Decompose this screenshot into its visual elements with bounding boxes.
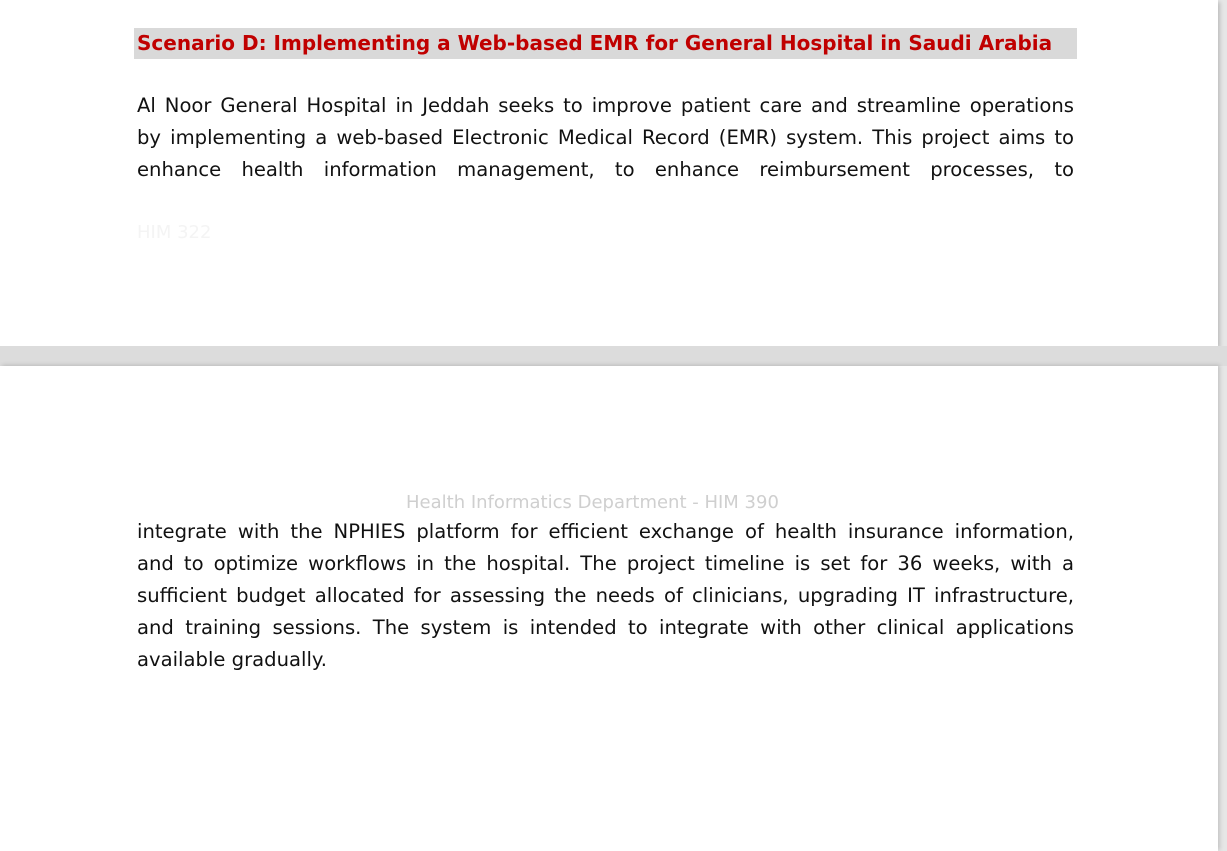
paragraph-line: available gradually. — [137, 648, 327, 671]
paragraph-line: Al Noor General Hospital in Jeddah seeks to improve patient care and streamline operations — [137, 94, 1074, 117]
faint-page-header: HIM 322 — [137, 222, 212, 243]
window-right-edge — [1218, 0, 1227, 851]
faint-page-footer: Health Informatics Department - HIM 390 — [406, 492, 779, 513]
paragraph-line: by implementing a web-based Electronic Medical Record (EMR) system. This project aims to — [137, 126, 1074, 149]
paragraph-line: and to optimize workflows in the hospital. The project timeline is set for 36 weeks, with a — [137, 552, 1074, 575]
page-break-gap — [0, 346, 1227, 366]
scenario-heading: Scenario D: Implementing a Web-based EMR for General Hospital in Saudi Arabia — [134, 28, 1077, 59]
paragraph-line: sufficient budget allocated for assessing the needs of clinicians, upgrading IT infrastructure, — [137, 584, 1074, 607]
scenario-paragraph-part-1 — [137, 90, 1074, 186]
paragraph-line: enhance health information management, to enhance reimbursement processes, to — [137, 158, 1074, 181]
document-page-1 — [0, 0, 1218, 346]
paragraph-line: and training sessions. The system is intended to integrate with other clinical applications — [137, 616, 1074, 639]
paragraph-line: integrate with the NPHIES platform for efficient exchange of health insurance information, — [137, 520, 1074, 543]
scenario-paragraph-part-2 — [137, 516, 1074, 676]
